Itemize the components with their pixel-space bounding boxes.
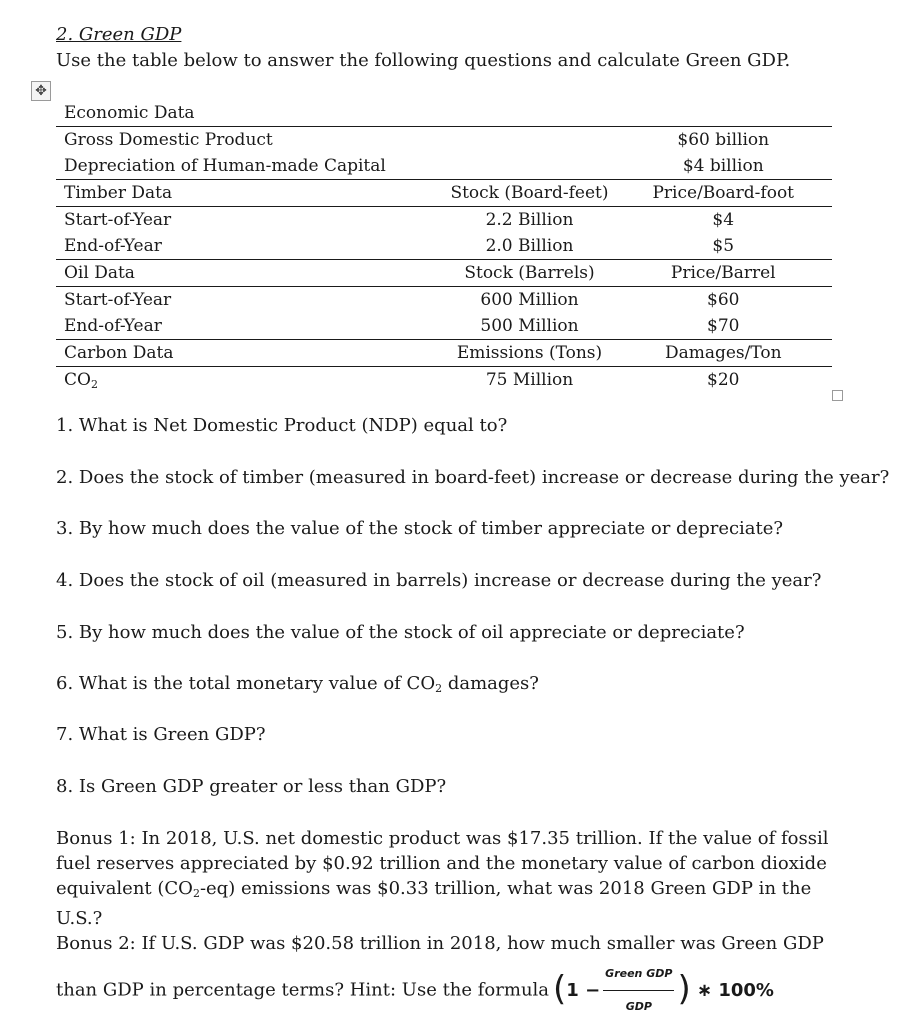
- co2-subscript: 2: [435, 682, 443, 695]
- bonus-1-text-end: -eq) emissions was $0.33 trillion, what was 2018 Green GDP in the U.S.?: [56, 878, 812, 929]
- row-col3: $4: [712, 210, 735, 230]
- row-col2: Stock (Barrels): [464, 263, 595, 283]
- section-title: 2. Green GDP: [56, 24, 182, 45]
- row-label: End-of-Year: [56, 313, 403, 340]
- question-2: 2. Does the stock of timber (measured in board-feet) increase or decrease during the year?: [56, 467, 890, 488]
- row-col2: 2.2 Billion: [485, 210, 574, 230]
- row-label: Start-of-Year: [64, 290, 172, 310]
- question-6: [56, 673, 539, 695]
- row-col3: $5: [615, 233, 833, 260]
- table-row: [56, 367, 832, 394]
- table-row: [56, 313, 832, 340]
- row-col3: Price/Barrel: [615, 260, 833, 287]
- table-row: [56, 100, 832, 127]
- formula-tail: ∗ 100%: [696, 979, 774, 1001]
- row-col3: $60: [707, 290, 740, 310]
- co2-label: CO: [64, 369, 91, 390]
- formula-fraction: [603, 959, 674, 1022]
- formula-denominator: GDP: [625, 1000, 652, 1013]
- question-1: 1. What is Net Domestic Product (NDP) equal to?: [56, 415, 508, 436]
- bonus-1: [56, 826, 836, 931]
- formula-one-minus: 1 −: [566, 979, 601, 1001]
- table-move-icon[interactable]: ✥: [31, 81, 51, 101]
- bonus-2-text: Bonus 2: If U.S. GDP was $20.58 trillion in 2018, how much smaller was Green GDP than GDP in percentage terms? Hint: Use the formula: [56, 933, 824, 1001]
- question-8: 8. Is Green GDP greater or less than GDP?: [56, 776, 447, 797]
- question-7: 7. What is Green GDP?: [56, 724, 266, 745]
- row-col2: 75 Million: [485, 370, 574, 390]
- row-label: Oil Data: [56, 260, 403, 287]
- section-intro: Use the table below to answer the following questions and calculate Green GDP.: [56, 50, 791, 71]
- table-row: [56, 233, 832, 260]
- question-6-suffix: damages?: [442, 673, 539, 694]
- row-col3: Damages/Ton: [615, 340, 833, 367]
- green-gdp-formula: [553, 959, 774, 1022]
- table-row: [56, 340, 832, 367]
- row-label: End-of-Year: [56, 233, 403, 260]
- co2-subscript: 2: [90, 377, 98, 391]
- row-col3: $70: [615, 313, 833, 340]
- row-col2: 600 Million: [480, 290, 579, 310]
- formula-close-paren: ): [677, 968, 691, 1009]
- row-col2: 2.0 Billion: [485, 236, 574, 256]
- table-row: [56, 153, 832, 180]
- row-label: Start-of-Year: [64, 210, 172, 230]
- row-label: Timber Data: [56, 180, 403, 207]
- table-row: [56, 180, 832, 207]
- row-label: Carbon Data: [56, 340, 403, 367]
- question-3: 3. By how much does the value of the stock of timber appreciate or depreciate?: [56, 518, 784, 539]
- formula-numerator: Green GDP: [603, 959, 674, 991]
- row-label: [56, 367, 403, 394]
- bonus-1-text: Bonus 1: In 2018, U.S. net domestic product was $17.35 trillion. If the value of fossil fuel reserves appreciated by $0.92 trillion and the monetary value of carbon dioxide equivalent (CO: [56, 828, 829, 899]
- table-resize-handle[interactable]: [832, 390, 843, 401]
- data-table: [56, 100, 832, 393]
- table-row: [56, 260, 832, 287]
- bonus-2: [56, 929, 836, 1022]
- formula-open-paren: (: [553, 968, 567, 1009]
- row-label: Gross Domestic Product: [64, 130, 273, 150]
- row-col2: Emissions (Tons): [456, 343, 603, 363]
- question-4: 4. Does the stock of oil (measured in barrels) increase or decrease during the year?: [56, 570, 822, 591]
- row-col3: Price/Board-foot: [615, 180, 833, 207]
- table-row: [56, 127, 832, 154]
- row-col2: 500 Million: [480, 316, 579, 336]
- row-col3: [615, 100, 833, 127]
- row-label: Economic Data: [56, 100, 403, 127]
- row-col3: $4 billion: [615, 153, 833, 180]
- question-6-text: 6. What is the total monetary value of CO: [56, 673, 436, 694]
- row-col3: $60 billion: [677, 130, 770, 150]
- row-label: Depreciation of Human-made Capital: [56, 153, 403, 180]
- row-col2: Stock (Board-feet): [450, 183, 609, 203]
- table-row: [56, 207, 832, 234]
- co2-subscript: 2: [192, 887, 200, 900]
- question-5: 5. By how much does the value of the stock of oil appreciate or depreciate?: [56, 622, 745, 643]
- table-row: [56, 287, 832, 314]
- row-col3: $20: [707, 370, 740, 390]
